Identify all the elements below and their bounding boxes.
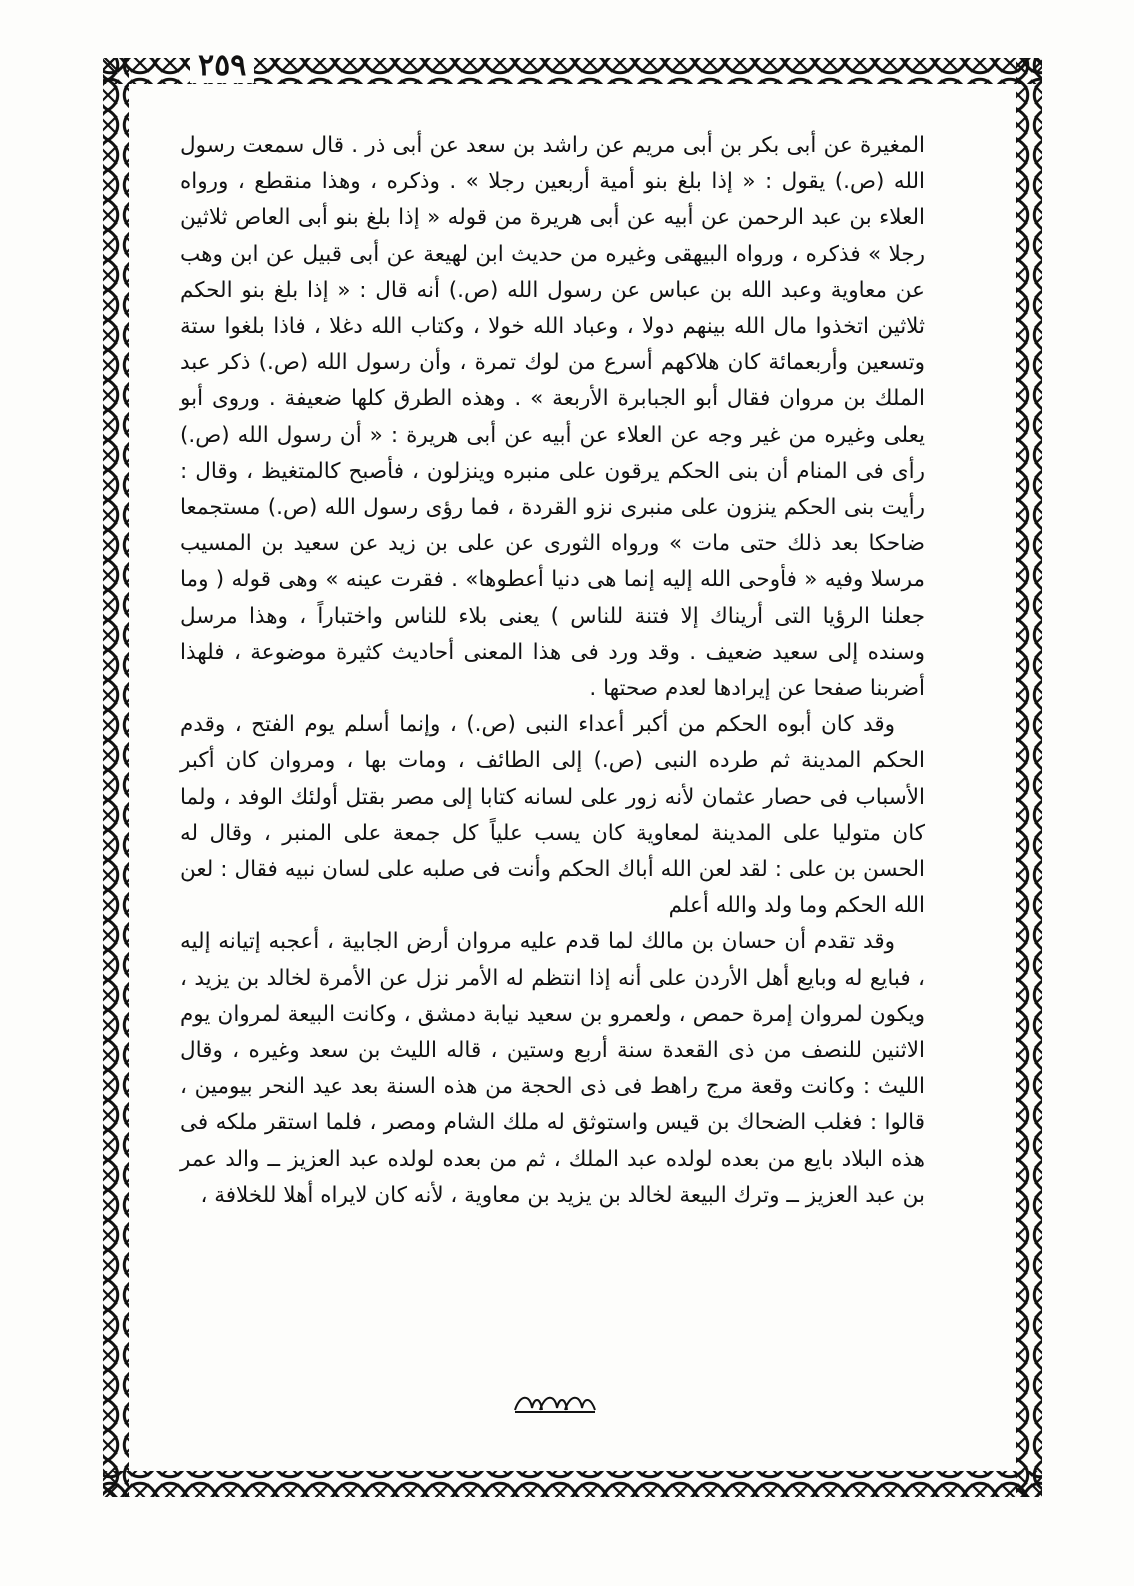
paragraph-2: وقد كان أبوه الحكم من أكبر أعداء النبى (ص.) ، وإنما أسلم يوم الفتح ، وقدم الحكم المدينة ثم طرده النبى (ص.) إلى الطائف ، ومات بها ، ومروان كان أكبر الأسباب فى حصار عثمان لأنه زور على لسانه كتابا إلى مصر بقتل أولئك الوفد ، ولما كان متوليا على المدينة لمعاوية كان يسب علياً كل جمعة على المنبر ، وقال له الحسن بن على : لقد لعن الله أباك الحكم وأنت فى صلبه على لسان نبيه فقال : لعن الله الحكم وما ولد والله أعلم [180, 712, 925, 919]
paragraph-3: وقد تقدم أن حسان بن مالك لما قدم عليه مروان أرض الجابية ، أعجبه إتيانه إليه ، فبايع له وبايع أهل الأردن على أنه إذا انتظم له الأمر نزل عن الأمرة لخالد بن يزيد ، ويكون لمروان إمرة حمص ، ولعمرو بن سعيد نيابة دمشق ، وكانت البيعة لمروان يوم الاثنين للنصف من ذى القعدة سنة أربع وستين ، قاله الليث بن سعد وغيره ، وقال الليث : وكانت وقعة مرج راهط فى ذى الحجة من هذه السنة بعد عيد النحر بيومين ، قالوا : فغلب الضحاك بن قيس واستوثق له ملك الشام ومصر ، فلما استقر ملكه فى هذه البلاد بايع من بعده لولده عبد الملك ، ثم من بعده لولده عبد العزيز ــ والد عمر بن عبد العزيز ــ وترك البيعة لخالد بن يزيد بن معاوية ، لأنه كان لايراه أهلا للخلافة ، [180, 929, 925, 1208]
paragraph-1: المغيرة عن أبى بكر بن أبى مريم عن راشد بن سعد عن أبى ذر . قال سمعت رسول الله (ص.) يقول : « إذا بلغ بنو أمية أربعين رجلا » . وذكره ، وهذا منقطع ، ورواه العلاء بن عبد الرحمن عن أبيه عن أبى هريرة من قوله « إذا بلغ بنو أبى العاص ثلاثين رجلا » فذكره ، ورواه البيهقى وغيره من حديث ابن لهيعة عن أبى قبيل عن ابن وهب عن معاوية وعبد الله بن عباس عن رسول الله (ص.) أنه قال : « إذا بلغ بنو الحكم ثلاثين اتخذوا مال الله بينهم دولا ، وعباد الله خولا ، وكتاب الله دغلا ، فاذا بلغوا ستة وتسعين وأربعمائة كان هلاكهم أسرع من لوك تمرة ، وأن رسول الله (ص.) ذكر عبد الملك بن مروان فقال أبو الجبابرة الأربعة » . وهذه الطرق كلها ضعيفة . وروى أبو يعلى وغيره من غير وجه عن العلاء عن أبيه عن أبى هريرة : « أن رسول الله (ص.) رأى فى المنام أن بنى الحكم يرقون على منبره وينزلون ، فأصبح كالمتغيظ ، وقال : رأيت بنى الحكم ينزون على منبرى نزو القردة ، فما رؤى رسول الله (ص.) مستجمعا ضاحكا بعد ذلك حتى مات » ورواه الثورى عن على بن زيد عن سعيد بن المسيب مرسلا وفيه « فأوحى الله إليه إنما هى دنيا أعطوها» . فقرت عينه » وهى قوله ( وما جعلنا الرؤيا التى أريناك إلا فتنة للناس ) يعنى بلاء للناس واختباراً ، وهذا مرسل وسنده إلى سعيد ضعيف . وقد ورد فى هذا المعنى أحاديث كثيرة موضوعة ، فلهذا أضربنا صفحا عن إيرادها لعدم صحتها . [180, 133, 925, 702]
end-ornament-icon [510, 1388, 600, 1416]
page-number: ٢٥٩ [190, 48, 254, 83]
body-text [180, 128, 925, 1214]
